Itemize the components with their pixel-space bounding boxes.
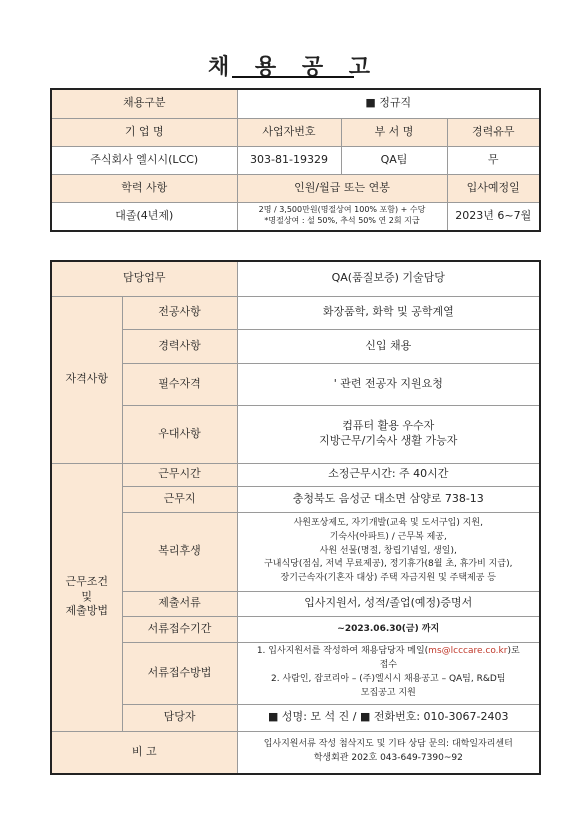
- method-line: 2. 사람인, 잡코리아 – (주)엘시시 채용공고 – QA팀, R&D팀: [271, 674, 506, 684]
- career-label: 경력사항: [122, 329, 237, 363]
- workplace-label: 근무지: [122, 486, 237, 512]
- welfare-line: 기숙사(아파트) / 근무복 제공,: [329, 531, 447, 542]
- preferred-line: 컴퓨터 활용 우수자: [342, 419, 435, 433]
- welfare-line: 장기근속자(기혼자 대상) 주택 자금지원 및 주택제공 등: [280, 573, 496, 584]
- major-value: 화장품학, 화학 및 공학계열: [237, 296, 540, 329]
- method-text: )로: [507, 646, 520, 657]
- duty-value: QA(품질보증) 기술담당: [237, 261, 540, 296]
- business-number-header: 사업자번호: [237, 118, 341, 146]
- major-label: 전공사항: [122, 296, 237, 329]
- preferred-label: 우대사항: [122, 405, 237, 463]
- company-name-value: 주식회사 엘시시(LCC): [51, 146, 237, 174]
- required-value: ' 관련 전공자 지원요청: [237, 363, 540, 405]
- qualification-group-label: 자격사항: [51, 296, 122, 463]
- start-date-header: 입사예정일: [447, 174, 540, 202]
- welfare-line: 사원 선물(명절, 창립기념일, 생일),: [319, 545, 457, 556]
- preferred-line: 지방근무/기숙사 생활 가능자: [319, 434, 458, 447]
- documents-label: 제출서류: [122, 591, 237, 616]
- education-header: 학력 사항: [51, 174, 237, 202]
- welfare-line: 구내식당(점심, 저녁 무료제공), 정기휴가(8월 초, 휴가비 지급),: [264, 559, 513, 570]
- documents-value: 입사지원서, 성적/졸업(예정)증명서: [237, 591, 540, 616]
- department-value: QA팀: [341, 146, 447, 174]
- period-value: ~2023.06.30(금) 까지: [237, 616, 540, 642]
- note-line: 학생회관 202호 043-649-7390~92: [313, 753, 463, 764]
- job-detail-table: [50, 260, 541, 775]
- hours-value: 소정근무시간: 주 40시간: [237, 463, 540, 486]
- hours-label: 근무시간: [122, 463, 237, 486]
- method-text: 1. 입사지원서를 작성하여 채용담당자 메일(: [256, 646, 429, 657]
- method-line: 접수: [379, 660, 397, 671]
- employment-type-label: 채용구분: [51, 89, 237, 118]
- headcount-salary-value: [237, 202, 447, 231]
- salary-line: 2명 / 3,500만원(명절상여 100% 포함) + 수당: [258, 205, 426, 215]
- education-value: 대졸(4년제): [51, 202, 237, 231]
- period-label: 서류접수기간: [122, 616, 237, 642]
- method-line: 모집공고 지원: [360, 687, 416, 698]
- workplace-value: 충청북도 음성군 대소면 삼양로 738-13: [237, 486, 540, 512]
- method-line: [240, 645, 538, 659]
- recruit-summary-table: [50, 88, 541, 232]
- company-name-header: 기 업 명: [51, 118, 237, 146]
- department-header: 부 서 명: [341, 118, 447, 146]
- note-value: [237, 731, 540, 774]
- employment-type-value: ■ 정규직: [237, 89, 540, 118]
- career-value: 신입 채용: [237, 329, 540, 363]
- note-line: 입사지원서류 작성 첨삭지도 및 기타 상담 문의: 대학일자리센터: [263, 739, 513, 750]
- start-date-value: 2023년 6~7월: [447, 202, 540, 231]
- bonus-note-line: *명절상여 : 설 50%, 추석 50% 연 2회 지급: [264, 216, 420, 226]
- required-label: 필수자격: [122, 363, 237, 405]
- business-number-value: 303-81-19329: [237, 146, 341, 174]
- welfare-line: 사원포상제도, 자기개발(교육 및 도서구입) 지원,: [293, 517, 483, 528]
- experience-header: 경력유무: [447, 118, 540, 146]
- conditions-group-line: 근무조건: [65, 574, 108, 588]
- welfare-value: [237, 512, 540, 591]
- title-underline: [232, 76, 354, 78]
- welfare-label: 복리후생: [122, 512, 237, 591]
- note-label: 비 고: [51, 731, 237, 774]
- conditions-group-line: 제출방법: [65, 604, 108, 618]
- contact-label: 담당자: [122, 704, 237, 731]
- conditions-group-label: [51, 463, 122, 731]
- headcount-salary-header: 인원/월급 또는 연봉: [237, 174, 447, 202]
- duty-label: 담당업무: [51, 261, 237, 296]
- method-value: [237, 642, 540, 704]
- experience-value: 무: [447, 146, 540, 174]
- contact-email-link[interactable]: ms@lcccare.co.kr: [428, 646, 508, 657]
- page-title: 채 용 공 고: [208, 55, 379, 80]
- contact-value: ■ 성명: 모 석 진 / ■ 전화번호: 010-3067-2403: [237, 704, 540, 731]
- method-label: 서류접수방법: [122, 642, 237, 704]
- conditions-group-line: 및: [81, 589, 93, 603]
- preferred-value: [237, 405, 540, 463]
